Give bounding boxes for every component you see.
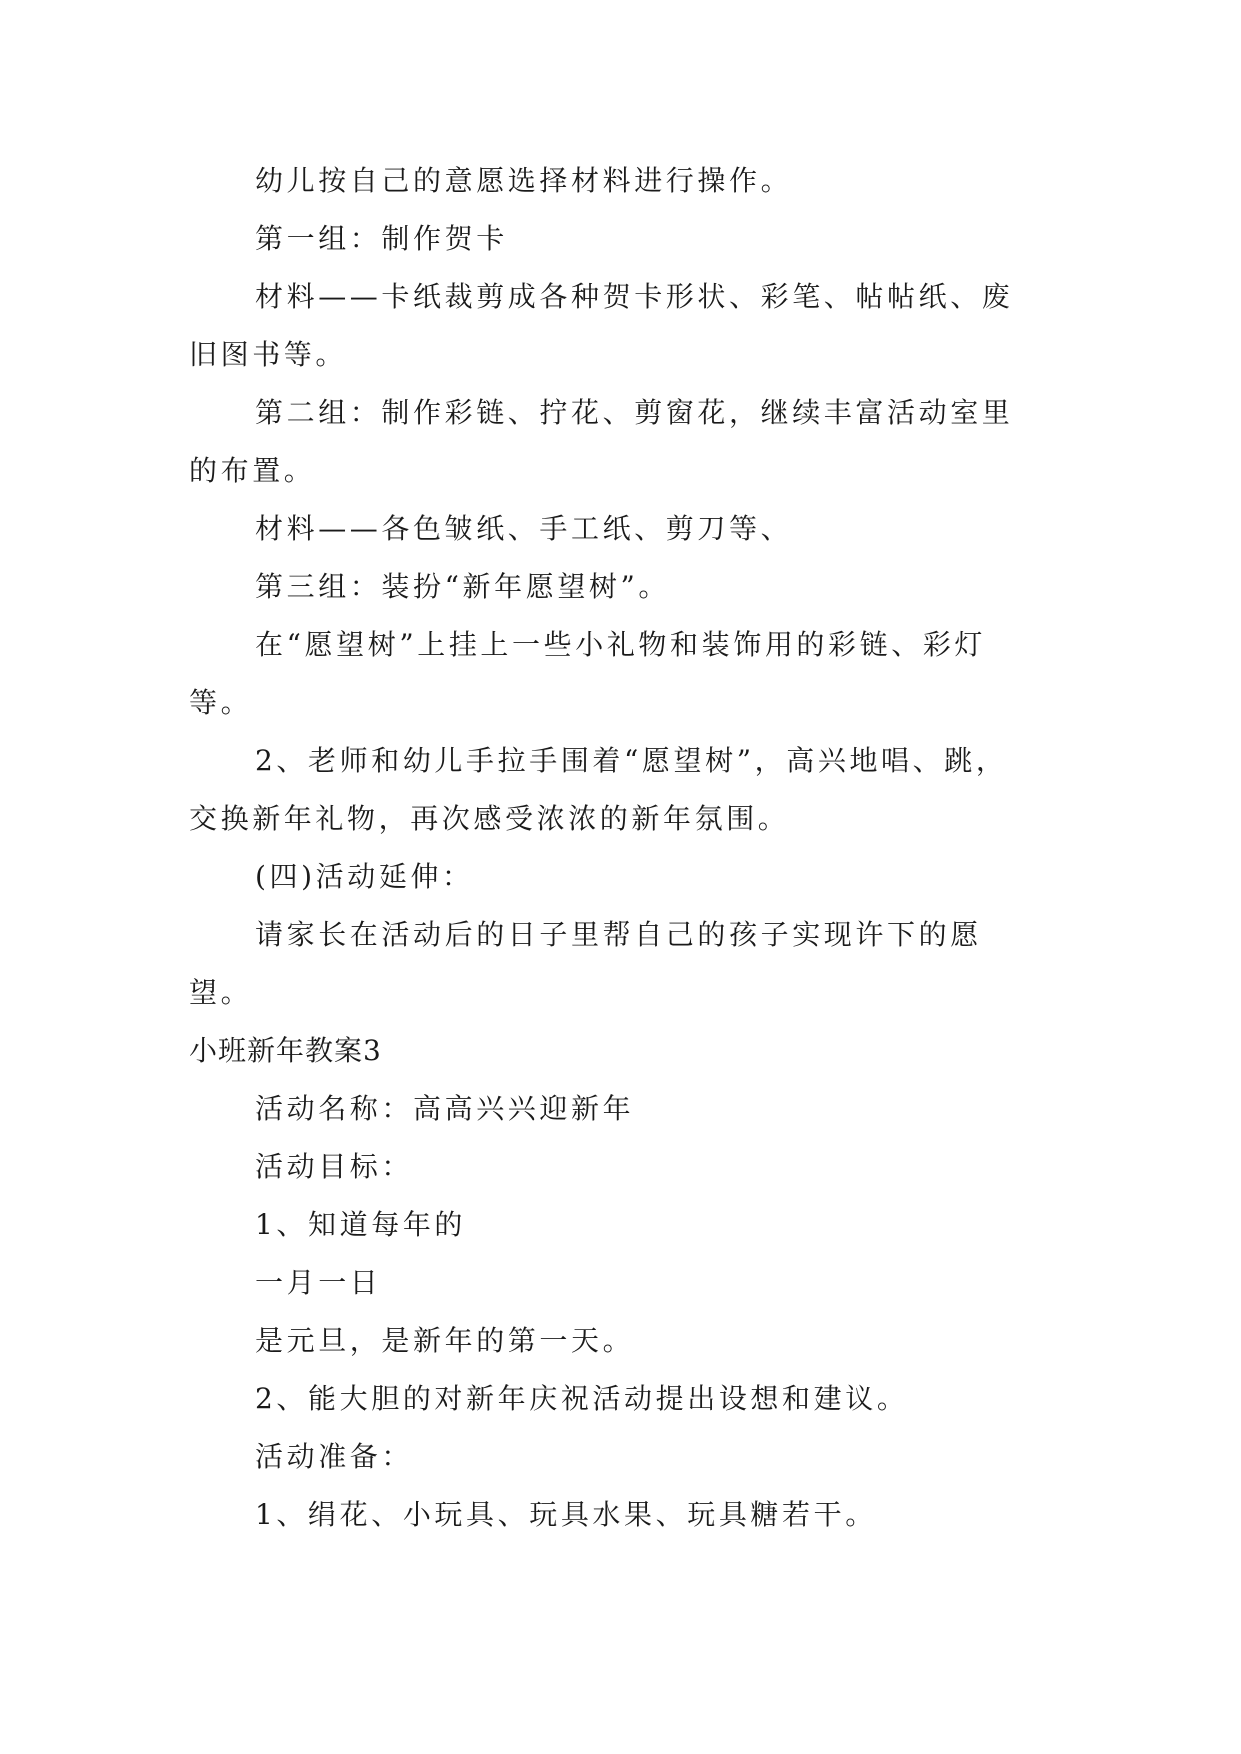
paragraph-line: 请家长在活动后的日子里帮自己的孩子实现许下的愿: [255, 918, 982, 951]
paragraph-continuation-line: 等。: [189, 686, 253, 719]
paragraph-continuation-line: 的布置。: [189, 454, 316, 487]
section-heading: 小班新年教案3: [189, 1034, 382, 1067]
paragraph-line: 材料——卡纸裁剪成各种贺卡形状、彩笔、帖帖纸、废: [255, 280, 1014, 313]
paragraph-line: 1、绢花、小玩具、玩具水果、玩具糖若干。: [255, 1498, 877, 1531]
paragraph-line: 第二组：制作彩链、拧花、剪窗花，继续丰富活动室里: [255, 396, 1014, 429]
paragraph-line: 幼儿按自己的意愿选择材料进行操作。: [255, 164, 793, 197]
paragraph-line: 一月一日: [255, 1266, 382, 1299]
paragraph-continuation-line: 交换新年礼物，再次感受浓浓的新年氛围。: [189, 802, 790, 835]
paragraph-line: 第三组：装扮“新年愿望树”。: [255, 570, 671, 603]
document-body: [189, 152, 1049, 1544]
paragraph-line: 2、能大胆的对新年庆祝活动提出设想和建议。: [255, 1382, 909, 1415]
paragraph-line: 第一组：制作贺卡: [255, 222, 508, 255]
paragraph-continuation-line: 旧图书等。: [189, 338, 348, 371]
paragraph-line: 活动准备：: [255, 1440, 414, 1473]
paragraph-line: 材料——各色皱纸、手工纸、剪刀等、: [255, 512, 793, 545]
paragraph-line: 活动目标：: [255, 1150, 414, 1183]
paragraph-line: 活动名称：高高兴兴迎新年: [255, 1092, 635, 1125]
paragraph-line: 1、知道每年的: [255, 1208, 467, 1241]
section-subheading: (四)活动延伸：: [255, 860, 474, 893]
paragraph-continuation-line: 望。: [189, 976, 253, 1009]
paragraph-line: 在“愿望树”上挂上一些小礼物和装饰用的彩链、彩灯: [255, 628, 987, 661]
paragraph-line: 2、老师和幼儿手拉手围着“愿望树”，高兴地唱、跳，: [255, 744, 1008, 777]
paragraph-line: 是元旦，是新年的第一天。: [255, 1324, 635, 1357]
